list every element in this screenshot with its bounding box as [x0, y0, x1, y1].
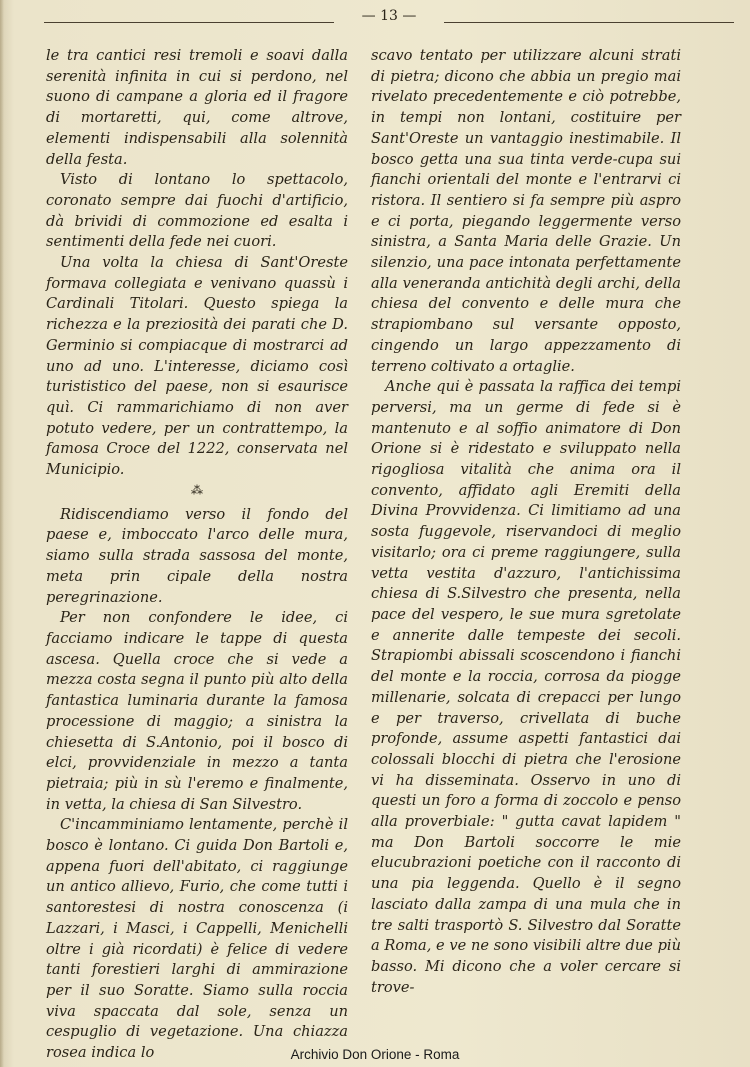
archive-footer: Archivio Don Orione - Roma — [290, 1047, 460, 1062]
paragraph: Anche qui è passata la raffica dei tempi perversi, ma un germe di fede si è mantenuto e al soffio animatore di Don Orione si è ridestato e sviluppato nella rigogliosa vitalità che anima ora il convento, affidato agli Eremiti della Divina Provvidenza. Ci limitiamo ad una sosta fuggevole, riservandoci di meglio visitarlo; ora ci preme raggiungere, sulla vetta vestita d'azzuro, l'antichissima chiesa di S.Silvestro che presenta, nella pace del vespero, le sue mura sgretolate e annerite dalle tempeste dei secoli. Strapiombi abissali scoscendono i fianchi del monte e la roccia, corrosa da piogge millenarie, solcata di crepacci per lungo e per traverso, crivellata di buche profonde, assume aspetti fantastici dai colossali blocchi di pietra che l'erosione vi ha disseminata. Osservo in uno di questi un foro a forma di zoccolo e penso alla proverbiale: " gutta cavat lapidem " ma Don Bartoli soccorre le mie elucubrazioni poetiche con il racconto di una pia leggenda. Quello è il segno lasciato dalla zampa di una mula che in tre salti trasportò S. Silvestro dal Soratte a Roma, e ve ne sono visibili altre due più basso. Mi dicono che a voler cercare si trove- — [371, 378, 681, 996]
paragraph: scavo tentato per utilizzare alcuni strati di pietra; dicono che abbia un pregio mai rivelato precedentemente e ciò potrebbe, in tempi non lontani, costituire per Sant'Oreste un vantaggio inestimabile. Il bosco getta una sua tinta verde-cupa sui fianchi orientali del monte e l'entrarvi ci ristora. Il sentiero si fa sempre più aspro e ci porta, piegando leggermente verso sinistra, a Santa Maria delle Grazie. Un silenzio, una pace intonata perfettamente alla veneranda antichità degli archi, della chiesa del convento e delle mura che strapiombano sul versante opposto, cingendo un largo appezzamento di terreno coltivato a ortaglie. — [371, 47, 681, 375]
paragraph: Per non confondere le idee, ci facciamo indicare le tappe di questa ascesa. Quella croce che si vede a mezza costa segna il punto più alto della fantastica luminaria durante la famosa processione di maggio; a sinistra la chiesetta di S.Antonio, poi il bosco di elci, provvidenziale in mezzo a tanta pietraia; più in sù l'eremo e finalmente, in vetta, la chiesa di San Silvestro. — [46, 609, 348, 813]
header-rule-right — [444, 22, 734, 23]
asterism-divider: ⁂ — [191, 482, 203, 497]
paragraph: Una volta la chiesa di Sant'Oreste formava collegiata e venivano quassù i Cardinali Titolari. Questo spiega la richezza e la preziosità dei parati che D. Germinio si compiacque di mostrarci ad uno ad uno. L'interesse, diciamo così turististico del paese, non si esaurisce quì. Ci rammarichiamo di non aver potuto vedere, per un contrattempo, la famosa Croce del 1222, conservata nel Municipio. — [46, 254, 348, 479]
page-edge-shadow — [0, 0, 4, 1067]
paragraph: Ridiscendiamo verso il fondo del paese e, imboccato l'arco delle mura, siamo sulla strada sassosa del monte, meta prin cipale della nostra peregrinazione. — [46, 505, 348, 606]
page-number: — 13 — — [361, 8, 417, 24]
header-rule-left — [44, 22, 334, 23]
right-column — [371, 46, 681, 998]
paragraph: le tra cantici resi tremoli e soavi dalla serenità infinita in cui si perdono, nel suono di campane a gloria ed il fragore di mortaretti, qui, come altrove, elementi indispensabili alla solennità della festa. — [46, 47, 348, 168]
page-header — [44, 8, 734, 28]
paragraph: Visto di lontano lo spettacolo, coronato sempre dai fuochi d'artificio, dà brividi di commozione ed esalta i sentimenti della fede nei cuori. — [46, 171, 348, 251]
paragraph: C'incamminiamo lentamente, perchè il bosco è lontano. Ci guida Don Bartoli e, appena fuori dell'abitato, ci raggiunge un antico allievo, Furio, che come tutti i santorestesi di nostra conoscenza (i Lazzari, i Masci, i Cappelli, Menichelli oltre i già ricordati) è felice di vedere tanti forestieri larghi di ammirazione per il suo Soratte. Siamo sulla roccia viva spaccata dal sole, senza un cespuglio di vegetazione. Una chiazza rosea indica lo — [46, 816, 348, 1062]
left-column — [46, 46, 348, 1064]
